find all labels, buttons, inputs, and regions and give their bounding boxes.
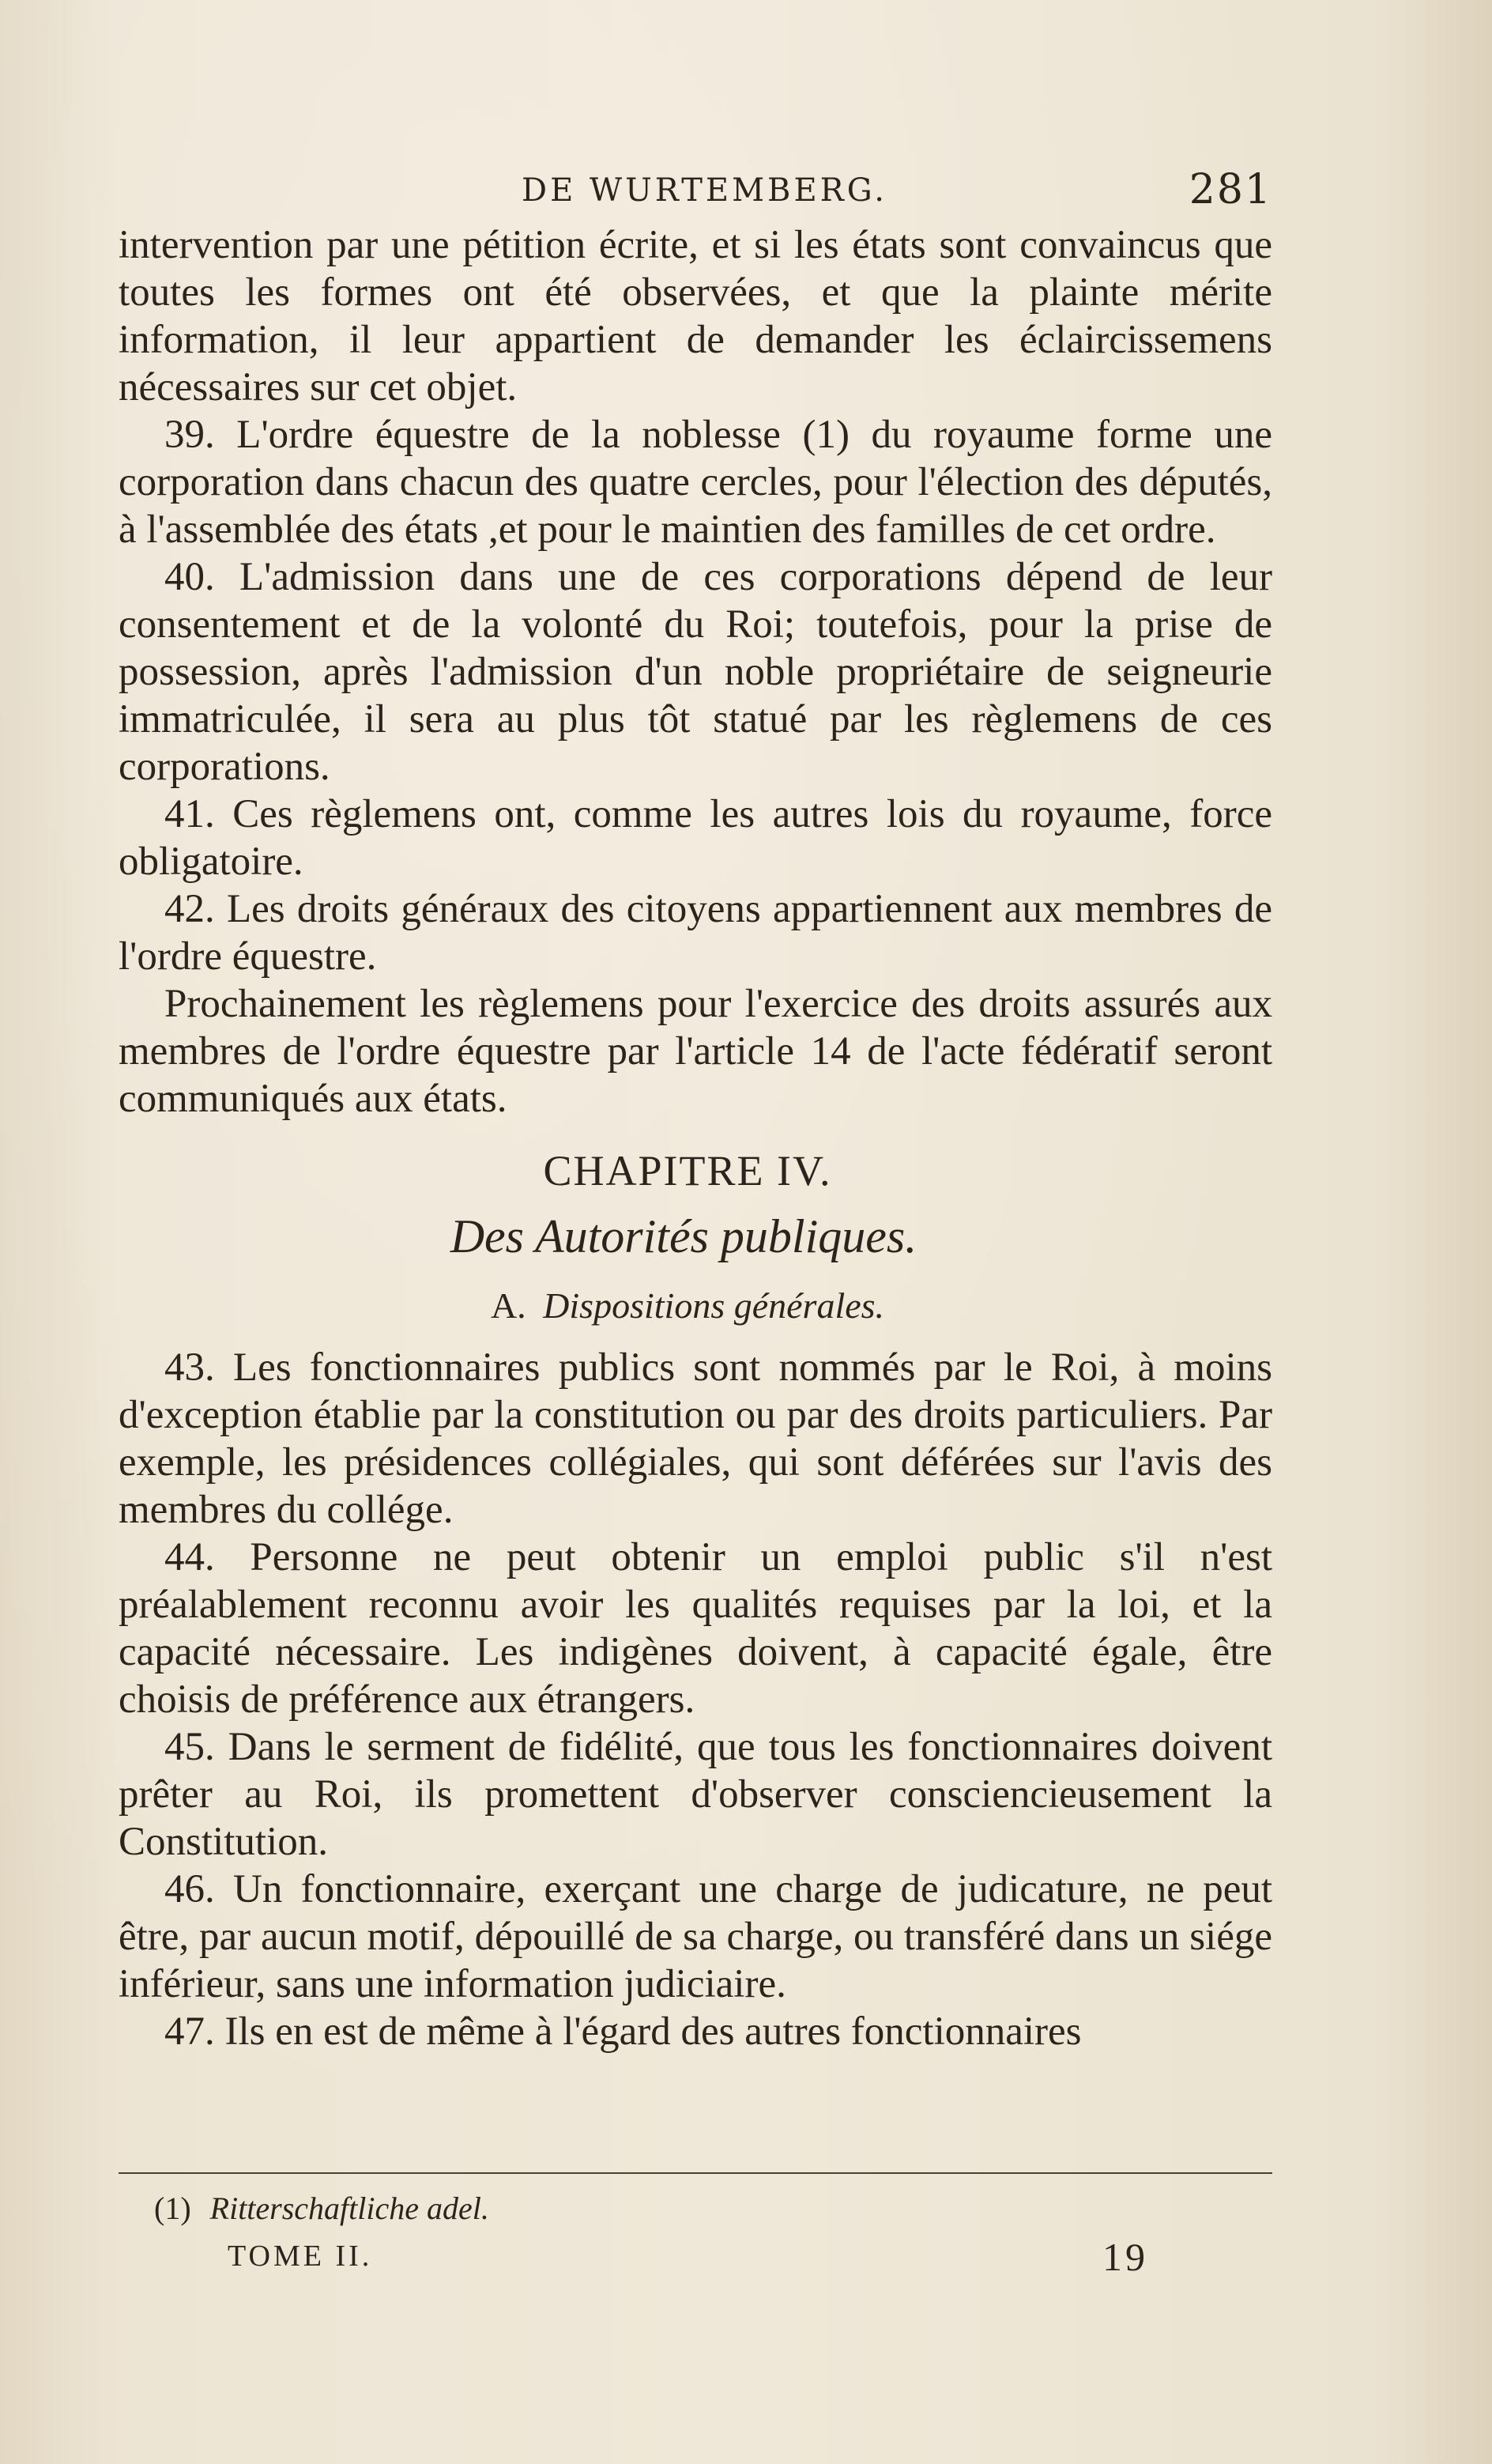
text-column — [119, 158, 1272, 2055]
subsection-title: Dispositions générales. — [543, 1285, 885, 1326]
running-head-title: DE WURTEMBERG. — [522, 172, 888, 209]
running-head — [119, 158, 1272, 221]
article-44: 44. Personne ne peut obtenir un emploi public s'il n'est préalablement reconnu avoir les qualités requises par la loi, et la capacité nécessaire. Les indigènes doivent, à capacité égale, être choisis de préférence aux étrangers. — [119, 1535, 1272, 1722]
footnote-mark: (1) — [154, 2190, 191, 2226]
volume-signature: TOME II. — [228, 2239, 373, 2273]
paragraph: Prochainement les règlemens pour l'exercice des droits assurés aux membres de l'ordre équestre par l'article 14 de l'acte fédératif seront communiqués aux états. — [119, 982, 1272, 1121]
article-46: 46. Un fonctionnaire, exerçant une charge de judicature, ne peut être, par aucun motif, dépouillé de sa charge, ou transféré dans un siége inférieur, sans une information judiciaire. — [119, 1867, 1272, 2006]
article-45: 45. Dans le serment de fidélité, que tous les fonctionnaires doivent prêter au Roi, ils promettent d'observer consciencieusement la Constitution. — [119, 1725, 1272, 1864]
article-43: 43. Les fonctionnaires publics sont nommés par le Roi, à moins d'exception établie par la constitution ou par des droits particuliers. Par exemple, les présidences collégiales, qui sont déférées sur l'avis des membres du collége. — [119, 1345, 1272, 1532]
article-41: 41. Ces règlemens ont, comme les autres lois du royaume, force obligatoire. — [119, 792, 1272, 884]
subsection-heading — [119, 1285, 1272, 1326]
chapter-title: Des Autorités publiques. — [450, 1210, 917, 1262]
body-text-bottom — [119, 1344, 1272, 2055]
body-text-top — [119, 221, 1272, 1123]
chapter-heading: CHAPITRE IV. — [543, 1147, 832, 1194]
article-40: 40. L'admission dans une de ces corporations dépend de leur consentement et de la volonté du Roi; toutefois, pour la prise de possession, après l'admission d'un noble propriétaire de seigneurie immatriculée, il sera au plus tôt statué par les règlemens de ces corporations. — [119, 555, 1272, 789]
subsection-label: A. — [490, 1285, 526, 1326]
paragraph: intervention par une pétition écrite, et si les états sont convaincus que toutes les formes ont été observées, et que la plainte mérite information, il leur appartient de demander les éclaircissemens nécessaires sur cet objet. — [119, 223, 1272, 409]
footnote-rule — [119, 2172, 1272, 2174]
signature-number: 19 — [1102, 2235, 1148, 2279]
article-39: 39. L'ordre équestre de la noblesse (1) du royaume forme une corporation dans chacun des quatre cercles, pour l'élection des députés, à l'assemblée des états ,et pour le maintien des familles de cet ordre. — [119, 413, 1272, 552]
article-47: 47. Ils en est de même à l'égard des autres fonctionnaires — [164, 2009, 1082, 2054]
article-42: 42. Les droits généraux des citoyens appartiennent aux membres de l'ordre équestre. — [119, 887, 1272, 979]
footnote-text: Ritterschaftliche adel. — [209, 2190, 489, 2226]
footnote — [154, 2190, 489, 2227]
page-number: 281 — [1189, 166, 1272, 213]
